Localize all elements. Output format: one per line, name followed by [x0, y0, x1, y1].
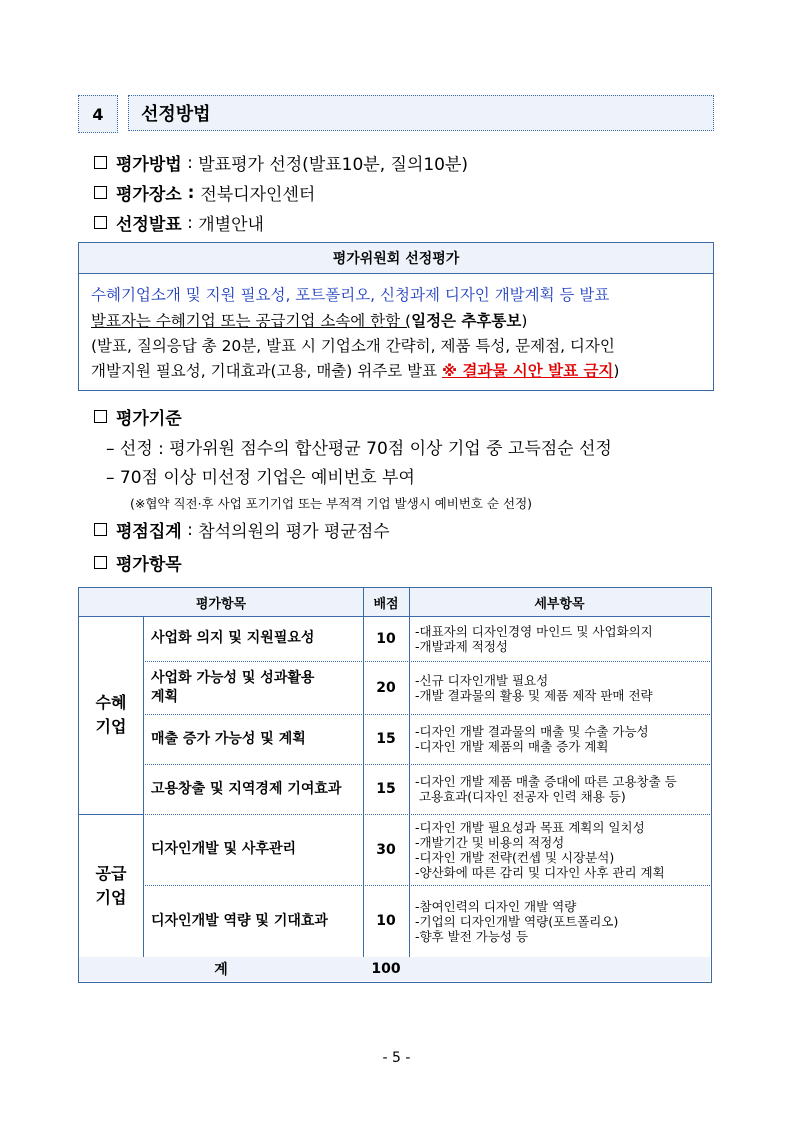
table-row-score: 10 — [376, 913, 396, 929]
page-number: - 5 - — [382, 1050, 411, 1066]
info-line-2-text: 발표자는 수혜기업 또는 공급기업 소속에 한함 ( — [91, 312, 412, 330]
bullet-evaluation-criteria — [94, 404, 182, 429]
detail-line: -디자인 개발 제품 매출 증대에 따른 고용창출 등 — [415, 774, 677, 789]
bullet-sep: : — [181, 152, 199, 173]
bullet-label: 평가항목 — [116, 555, 182, 575]
table-row-score: 30 — [376, 841, 396, 858]
table-row-details — [409, 764, 710, 814]
section-number: 4 — [78, 95, 118, 133]
table-row-details — [409, 814, 710, 885]
bullet-sep: : — [181, 212, 199, 233]
info-line-2-bold: 일정은 추후통보 — [411, 312, 522, 330]
evaluation-table — [78, 587, 712, 983]
detail-line: -기업의 디자인개발 역량(포트폴리오) — [415, 913, 619, 929]
detail-line: -신규 디자인개발 필요성 — [415, 672, 549, 688]
table-row-score: 15 — [376, 781, 396, 797]
bullet-text: 전북디자인센터 — [200, 185, 316, 205]
evaluation-committee-box — [78, 242, 714, 391]
detail-line: -디자인 개발 제품의 매출 증가 계획 — [415, 739, 609, 754]
detail-line: -개발기간 및 비용의 적정성 — [415, 834, 565, 850]
info-line-1: 수혜기업소개 및 지원 필요성, 포트폴리오, 신청과제 디자인 개발계획 등 발표 — [91, 286, 610, 304]
info-line-4-close: ) — [613, 362, 620, 380]
table-row-score: 20 — [376, 679, 396, 696]
category-recipient: 수혜 기업 — [95, 693, 127, 736]
bullet-label: 평가장소 — [116, 185, 182, 205]
table-header-item: 평가항목 — [79, 588, 363, 616]
info-line-4 — [91, 359, 619, 381]
bullet-text: 개별안내 — [198, 215, 264, 235]
table-row-score: 15 — [376, 731, 396, 747]
table-row-details — [409, 885, 710, 957]
bullet-sep: : — [181, 519, 199, 540]
section-title: 선정방법 — [128, 95, 714, 131]
table-total-label: 계 — [79, 957, 363, 981]
info-line-3: (발표, 질의응답 총 20분, 발표 시 기업소개 간략히, 제품 특성, 문제점, 디자인 — [91, 337, 615, 355]
info-line-4-text: 개발지원 필요성, 기대효과(고용, 매출) 위주로 발표 — [91, 362, 442, 380]
checkbox-square-icon — [94, 216, 107, 229]
bullet-evaluation-method — [94, 150, 468, 175]
bullet-label: 평가기준 — [116, 409, 182, 429]
criteria-item-2: – 70점 이상 미선정 기업은 예비번호 부여 — [106, 468, 415, 488]
bullet-label: 평점집계 — [116, 522, 182, 542]
detail-line: -디자인 개발 필요성과 목표 계획의 일치성 — [415, 819, 645, 835]
table-header-score: 배점 — [363, 588, 409, 616]
detail-line: -대표자의 디자인경영 마인드 및 사업화의지 — [415, 623, 653, 639]
bullet-text: 발표평가 선정(발표10분, 질의10분) — [198, 155, 469, 175]
table-row-item: 고용창출 및 지역경제 기여효과 — [151, 780, 342, 797]
detail-line: -개발과제 적정성 — [415, 638, 509, 654]
criteria-item-1: – 선정 : 평가위원 점수의 합산평균 70점 이상 기업 중 고득점순 선정 — [106, 439, 612, 459]
bullet-text: 참석의원의 평가 평균점수 — [198, 522, 390, 542]
table-row-score: 10 — [376, 630, 396, 647]
bullet-scoring — [94, 517, 390, 542]
category-supplier: 공급 기업 — [95, 863, 127, 907]
detail-line: -참여인력의 디자인 개발 역량 — [415, 898, 577, 914]
bullet-label: 평가방법 — [116, 155, 182, 175]
bullet-label: 선정발표 — [116, 215, 182, 235]
detail-line: -양산화에 따른 감리 및 디자인 사후 관리 계획 — [415, 864, 665, 880]
table-row-item: 디자인개발 및 사후관리 — [151, 841, 296, 857]
bullet-evaluation-place — [94, 180, 315, 205]
info-line-2 — [91, 309, 527, 331]
table-row-details — [409, 616, 710, 661]
info-line-2-close: ) — [521, 312, 528, 330]
detail-line: 고용효과(디자인 전공자 인력 채용 등) — [415, 789, 626, 804]
checkbox-square-icon — [94, 523, 107, 536]
info-line-4-warning: ※ 결과물 시안 발표 금지 — [441, 362, 614, 380]
table-row-item: 매출 증가 가능성 및 계획 — [151, 730, 306, 747]
table-row-item: 디자인개발 역량 및 기대효과 — [151, 912, 328, 929]
table-total-score: 100 — [363, 957, 409, 981]
table-divider — [79, 814, 143, 815]
checkbox-square-icon — [94, 156, 107, 169]
checkbox-square-icon — [94, 556, 107, 569]
detail-line: -디자인 개발 전략(컨셉 및 시장분석) — [415, 849, 615, 865]
bullet-sep: : — [181, 182, 201, 203]
info-box-header: 평가위원회 선정평가 — [79, 243, 713, 274]
detail-line: -개발 결과물의 활용 및 제품 제작 판매 전략 — [415, 687, 653, 703]
criteria-note: (※협약 직전·후 사업 포기기업 또는 부적격 기업 발생시 예비번호 순 선정) — [130, 496, 533, 511]
checkbox-square-icon — [94, 186, 107, 199]
table-total-empty — [409, 957, 710, 981]
detail-line: -디자인 개발 결과물의 매출 및 수출 가능성 — [415, 724, 649, 739]
detail-line: -향후 발전 가능성 등 — [415, 928, 529, 944]
table-row-details — [409, 714, 710, 764]
bullet-evaluation-items — [94, 550, 182, 575]
table-row-item: 사업화 가능성 및 성과활용 계획 — [151, 669, 315, 705]
checkbox-square-icon — [94, 410, 107, 423]
table-row-item: 사업화 의지 및 지원필요성 — [151, 630, 315, 646]
bullet-selection-announcement — [94, 210, 264, 235]
table-row-details — [409, 661, 710, 714]
table-header-detail: 세부항목 — [409, 588, 710, 616]
